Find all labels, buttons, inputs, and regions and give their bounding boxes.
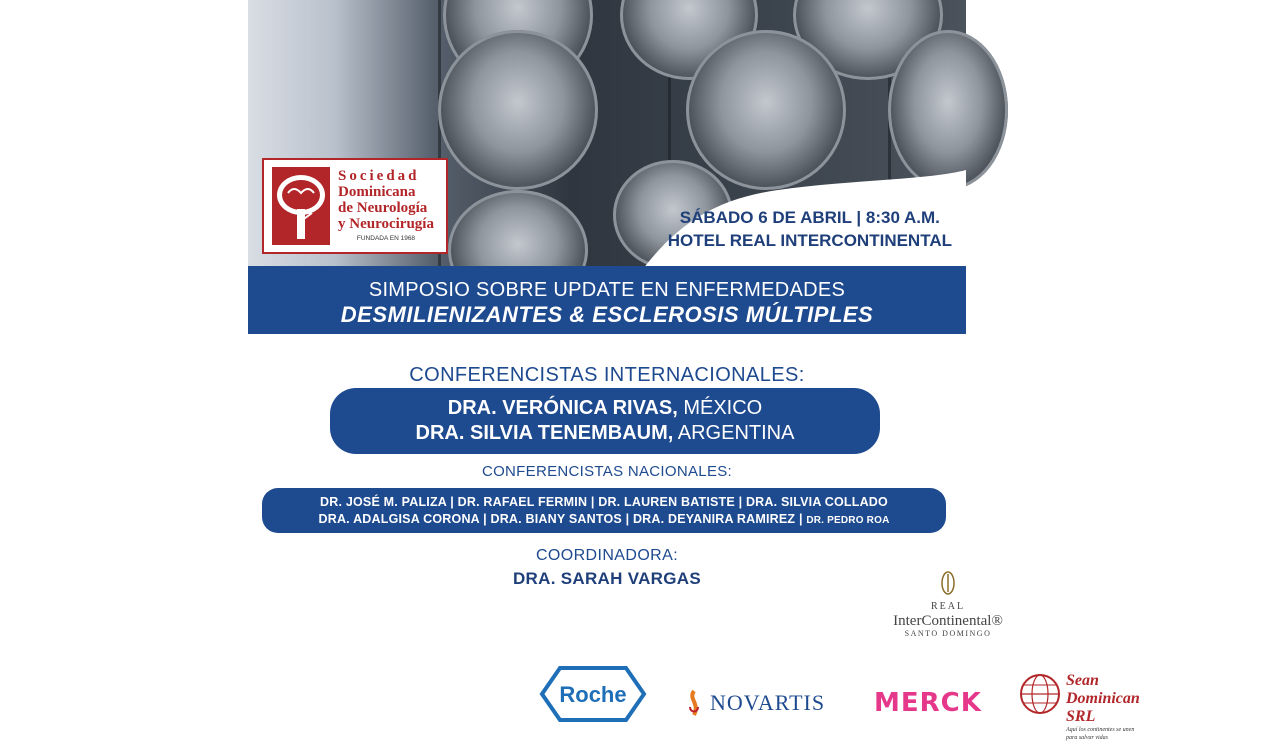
sean-dominican-logo — [1018, 672, 1140, 742]
society-name-line: Dominicana — [338, 184, 416, 200]
roche-logo — [538, 662, 648, 720]
society-name-line: de Neurología — [338, 200, 428, 216]
novartis-label: NOVARTIS — [710, 690, 826, 715]
brain-tree-emblem-icon — [270, 165, 332, 247]
hotel-logo-line: REAL — [930, 601, 966, 612]
novartis-logo — [684, 686, 825, 720]
international-speakers-list — [330, 388, 880, 454]
brain-scan-header-image — [248, 0, 966, 266]
speaker-country: ARGENTINA — [677, 422, 795, 444]
national-speakers-text: DRA. ADALGISA CORONA | DRA. BIANY SANTOS | DRA. DEYANIRA RAMIREZ | — [318, 512, 803, 526]
novartis-flame-icon — [684, 689, 704, 717]
founded-text: FUNDADA EN 1968 — [356, 235, 416, 242]
coordinator-name: DRA. SARAH VARGAS — [512, 569, 702, 588]
symposium-banner — [248, 266, 966, 334]
national-speakers-title: CONFERENCISTAS NACIONALES: — [481, 463, 733, 480]
speaker-name: DRA. VERÓNICA RIVAS, — [447, 397, 678, 419]
event-date-time: SÁBADO 6 DE ABRIL | 8:30 A.M. — [679, 208, 940, 227]
sean-dominican-tagline: Aquí los continentes se unen para salvar vidas — [1066, 727, 1135, 741]
national-speaker-extra: DR. PEDRO ROA — [806, 515, 890, 526]
event-venue: HOTEL REAL INTERCONTINENTAL — [667, 231, 952, 250]
speaker-name: DRA. SILVIA TENEMBAUM, — [415, 422, 674, 444]
speaker-item — [330, 421, 880, 446]
society-name-line: y Neurocirugía — [338, 216, 434, 232]
hotel-logo-line: SANTO DOMINGO — [904, 629, 992, 638]
hotel-logo — [868, 570, 1028, 639]
international-speakers-title: CONFERENCISTAS INTERNACIONALES: — [409, 364, 805, 386]
national-speakers-line: DR. JOSÉ M. PALIZA | DR. RAFAEL FERMIN | DR. LAUREN BATISTE | DRA. SILVIA COLLADO — [320, 495, 888, 509]
symposium-title-line1: SIMPOSIO SOBRE UPDATE EN ENFERMEDADES — [368, 279, 846, 301]
event-details — [668, 206, 952, 252]
society-name-line: Sociedad — [338, 168, 420, 184]
sean-dominican-text — [1066, 672, 1140, 742]
national-speakers-list — [262, 488, 946, 533]
hotel-logo-line: InterContinental® — [893, 613, 1003, 629]
society-name — [338, 168, 434, 244]
event-poster — [248, 0, 1140, 741]
coordinator-title: COORDINADORA: — [535, 547, 679, 564]
hotel-crest-icon — [938, 570, 958, 596]
merck-logo: MERCK — [874, 688, 982, 718]
globe-icon — [1018, 672, 1062, 716]
speaker-item — [330, 396, 880, 421]
roche-label: Roche — [559, 682, 627, 707]
symposium-title-line2: DESMILIENIZANTES & ESCLEROSIS MÚLTIPLES — [340, 302, 874, 327]
speaker-country: MÉXICO — [683, 397, 763, 419]
national-speakers-line — [262, 511, 946, 529]
sean-dominican-name: Sean Dominican SRL — [1066, 672, 1140, 725]
society-logo — [262, 158, 448, 254]
